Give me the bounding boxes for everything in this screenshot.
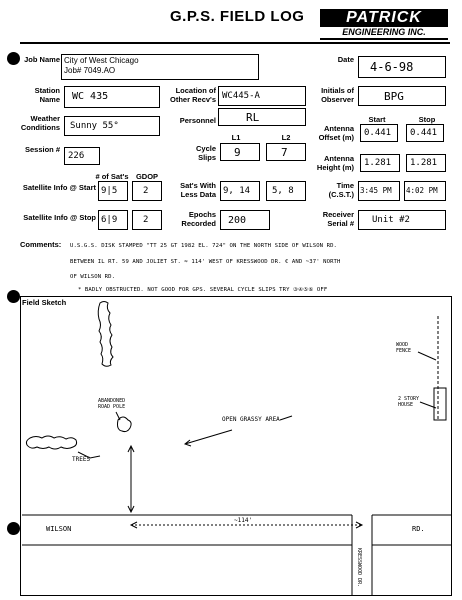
session-label: Session # xyxy=(24,145,60,154)
house-outline xyxy=(434,388,446,420)
time-stop-value: 4:02 PM xyxy=(406,186,438,195)
cycle-slips-l1-value: 9 xyxy=(234,146,241,159)
offset-stop-header: Stop xyxy=(418,115,436,124)
initials-observer-label: Initials of Observer xyxy=(321,86,354,104)
job-name-line2: Job# 7049.AO xyxy=(64,66,116,75)
comment-line-1: U.S.G.S. DISK STAMPED "TT 25 GT 1982 EL. 724" ON THE NORTH SIDE OF WILSON RD. xyxy=(70,243,338,249)
cycle-slips-label: Cycle Slips xyxy=(195,144,216,162)
job-name-label: Job Name xyxy=(24,55,60,64)
location-other-recvs-value: WC445-A xyxy=(222,91,260,101)
l1-header: L1 xyxy=(231,133,241,142)
sketch-label-distance: ~114' xyxy=(234,517,253,524)
gdop-start-value: 2 xyxy=(143,186,149,196)
antenna-height-start-value: 1.281 xyxy=(364,158,392,168)
initials-observer-value: BPG xyxy=(384,90,404,103)
antenna-offset-stop-value: 0.441 xyxy=(410,128,438,138)
l2-header: L2 xyxy=(281,133,291,142)
sketch-label-kresswood: KRESSWOOD DR. xyxy=(356,548,362,588)
sketch-label-wilson: WILSON xyxy=(46,525,72,533)
antenna-offset-start-value: 0.441 xyxy=(364,128,392,138)
num-sats-header: # of Sat's xyxy=(95,172,129,181)
date-value: 4-6-98 xyxy=(370,60,414,74)
offset-start-header: Start xyxy=(368,115,386,124)
receiver-serial-label: Receiver Serial # xyxy=(322,210,354,228)
comment-line-3: OF WILSON RD. xyxy=(70,274,116,280)
sketch-label-abandoned-pole: ABANDONED ROAD POLE xyxy=(98,398,126,410)
grassy-area-arrow xyxy=(185,430,232,446)
weather-conditions-value: Sunny 55° xyxy=(70,121,119,131)
sats-start-value: 9|5 xyxy=(101,186,118,196)
antenna-offset-label: Antenna Offset (m) xyxy=(318,124,354,142)
session-value: 226 xyxy=(68,151,85,161)
personnel-value: RL xyxy=(246,111,260,124)
sketch-label-two-story-house: 2 STORY HOUSE xyxy=(398,396,420,408)
sats-less-data-label: Sat's With Less Data xyxy=(180,181,216,199)
tree-cluster xyxy=(26,436,76,449)
antenna-height-stop-value: 1.281 xyxy=(410,158,438,168)
time-cst-label: Time (C.S.T.) xyxy=(328,181,354,199)
location-other-recvs-label: Location of Other Recv's xyxy=(170,86,216,104)
sketch-label-rd: RD. xyxy=(412,525,425,533)
personnel-label: Personnel xyxy=(179,116,216,125)
tree-line-north xyxy=(98,302,113,367)
sats-less-data-l1-value: 9, 14 xyxy=(223,186,251,196)
station-name-label: Station Name xyxy=(34,86,60,104)
sats-less-data-l2-value: 5, 8 xyxy=(272,186,294,196)
sketch-label-open-grassy-area: OPEN GRASSY AREA xyxy=(222,416,280,423)
form-title: G.P.S. FIELD LOG xyxy=(170,8,305,25)
gdop-header: GDOP xyxy=(135,172,159,181)
receiver-serial-value: Unit #2 xyxy=(372,215,410,225)
cycle-slips-l2-value: 7 xyxy=(281,146,288,159)
epochs-recorded-label: Epochs Recorded xyxy=(181,210,216,228)
weather-conditions-label: Weather Conditions xyxy=(20,114,60,132)
comment-line-2: BETWEEN IL RT. 59 AND JOLIET ST. ≈ 114' WEST OF KRESSWOOD DR. € AND ~37' NORTH xyxy=(70,259,341,265)
road-pole-leader xyxy=(116,412,120,420)
sketch-label-trees: TREES xyxy=(72,456,91,463)
gdop-stop-value: 2 xyxy=(143,215,149,225)
antenna-height-label: Antenna Height (m) xyxy=(316,154,354,172)
satellite-info-stop-label: Satellite Info @ Stop xyxy=(23,213,96,222)
satellite-info-start-label: Satellite Info @ Start xyxy=(22,183,96,192)
field-sketch-label: Field Sketch xyxy=(22,298,67,307)
time-start-value: 3:45 PM xyxy=(360,186,392,195)
epochs-recorded-value: 200 xyxy=(228,215,247,226)
job-name-line1: City of West Chicago xyxy=(64,56,139,65)
comments-label: Comments: xyxy=(20,240,62,249)
sats-stop-value: 6|9 xyxy=(101,215,118,225)
comment-line-4: * BADLY OBSTRUCTED. NOT GOOD FOR GPS. SEVERAL CYCLE SLIPS TRY ③④⑤⑥ OFF xyxy=(78,287,328,293)
date-label: Date xyxy=(337,55,354,64)
logo-subtitle: ENGINEERING INC. xyxy=(320,27,448,40)
sketch-label-wood-fence: WOOD FENCE xyxy=(396,342,412,354)
logo-wordmark: PATRICK xyxy=(320,9,448,27)
station-name-value: WC 435 xyxy=(72,91,109,102)
